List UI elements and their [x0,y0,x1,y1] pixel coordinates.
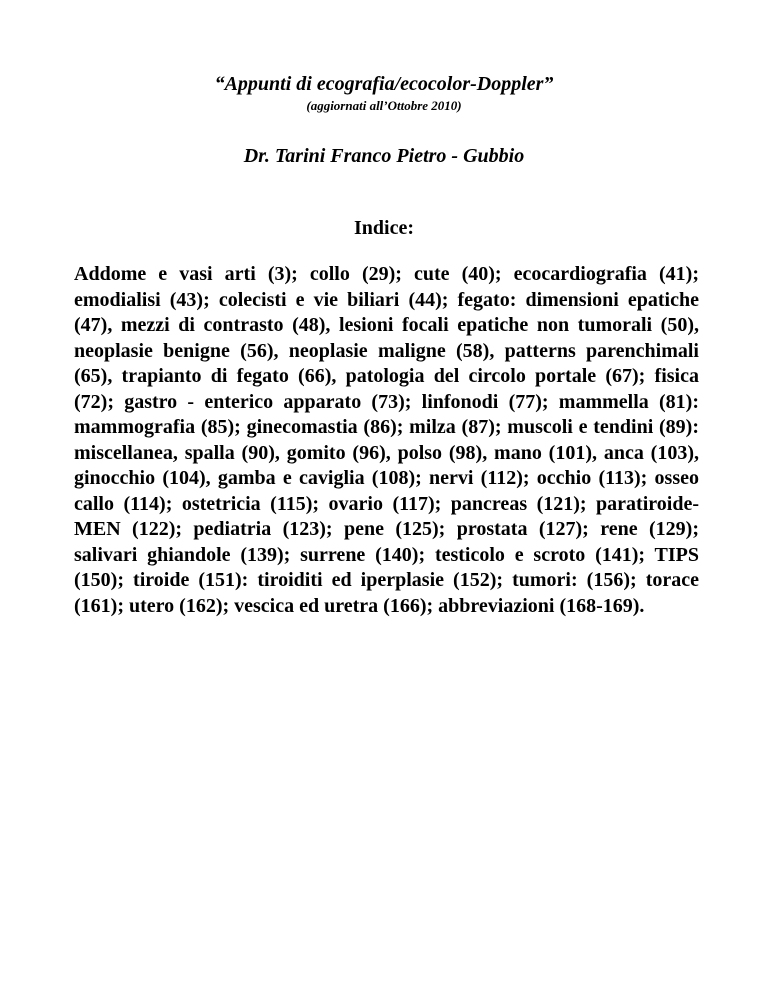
index-heading: Indice: [354,217,414,239]
index-body: Addome e vasi arti (3); collo (29); cute (40); ecocardiografia (41); emodialisi (43); colecisti e vie biliari (44); fegato: dimensioni epatiche (47), mezzi di contrasto (48), lesioni focali epatiche non tumorali (50), neoplasie benigne (56), neoplasie maligne (58), patterns parenchimali (65), trapianto di fegato (66), patologia del circolo portale (67); fisica (72); gastro - enterico apparato (73); linfonodi (77); mammella (81): mammografia (85); ginecomastia (86); milza (87); muscoli e tendini (89): miscellanea, spalla (90), gomito (96), polso (98), mano (101), anca (103), ginocchio (104), gamba e caviglia (108); nervi (112); occhio (113); osseo callo (114); ostetricia (115); ovario (117); pancreas (121); paratiroide-MEN (122); pediatria (123); pene (125); prostata (127); rene (129); salivari ghiandole (139); surrene (140); testicolo e scroto (141); TIPS (150); tiroide (151): tiroiditi ed iperplasie (152); tumori: (156); torace (161); utero (162); vescica ed uretra (166); abbreviazioni (168-169). [74,263,699,617]
document-title: “Appunti di ecografia/ecocolor-Doppler” [214,73,554,95]
document-subtitle: (aggiornati all’Ottobre 2010) [306,98,462,113]
document-author: Dr. Tarini Franco Pietro - Gubbio [243,145,525,167]
